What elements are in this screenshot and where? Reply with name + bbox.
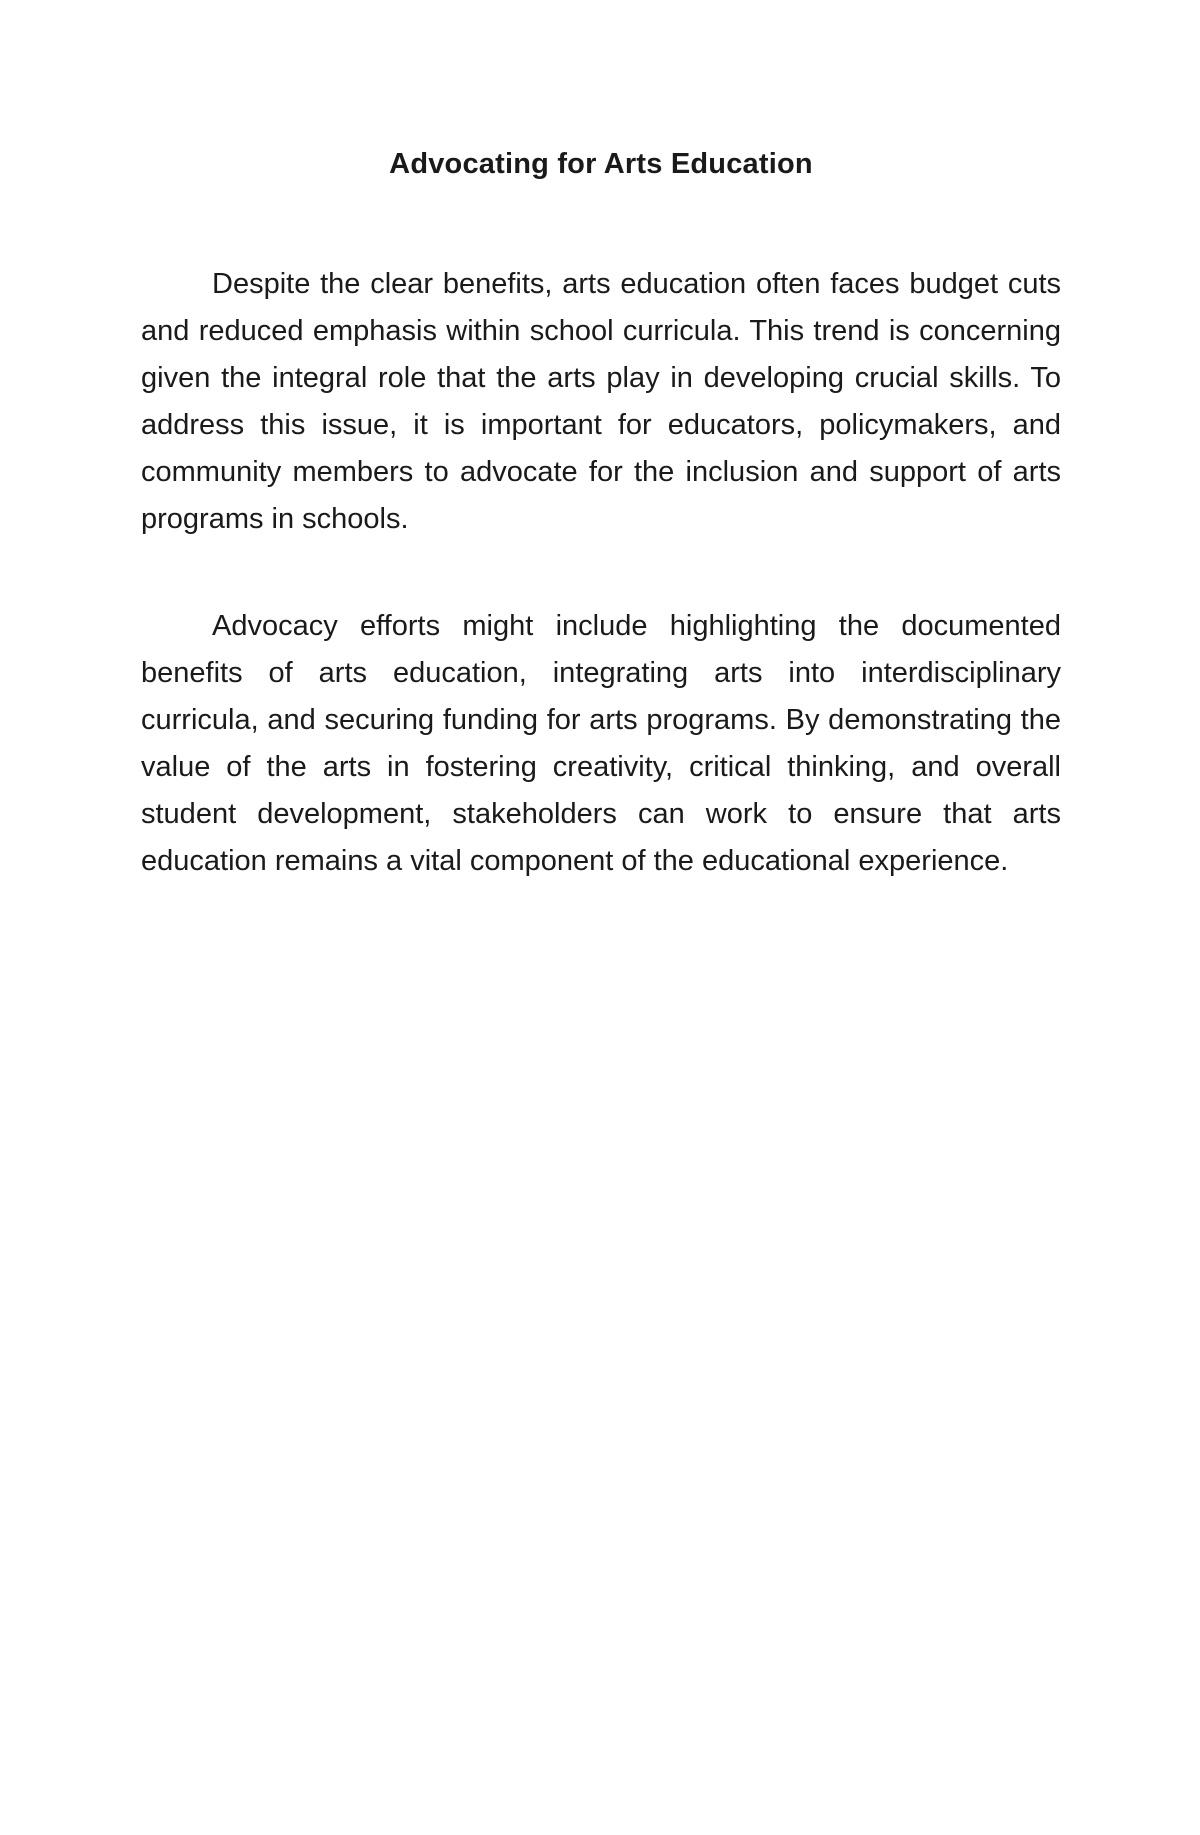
body-paragraph-2: Advocacy efforts might include highlighting the documented benefits of arts education, integrating arts into interdisciplinary curricula, and securing funding for arts programs. By demonstrating the value of the arts in fostering creativity, critical thinking, and overall student development, stakeholders can work to ensure that arts education remains a vital component of the educational experience. <box>141 610 1061 877</box>
document-title: Advocating for Arts Education <box>389 148 813 180</box>
document-body <box>141 140 1061 885</box>
body-paragraph-1: Despite the clear benefits, arts education often faces budget cuts and reduced emphasis within school curricula. This trend is concerning given the integral role that the arts play in developing crucial skills. To address this issue, it is important for educators, policymakers, and community members to advocate for the inclusion and support of arts programs in schools. <box>141 268 1061 535</box>
